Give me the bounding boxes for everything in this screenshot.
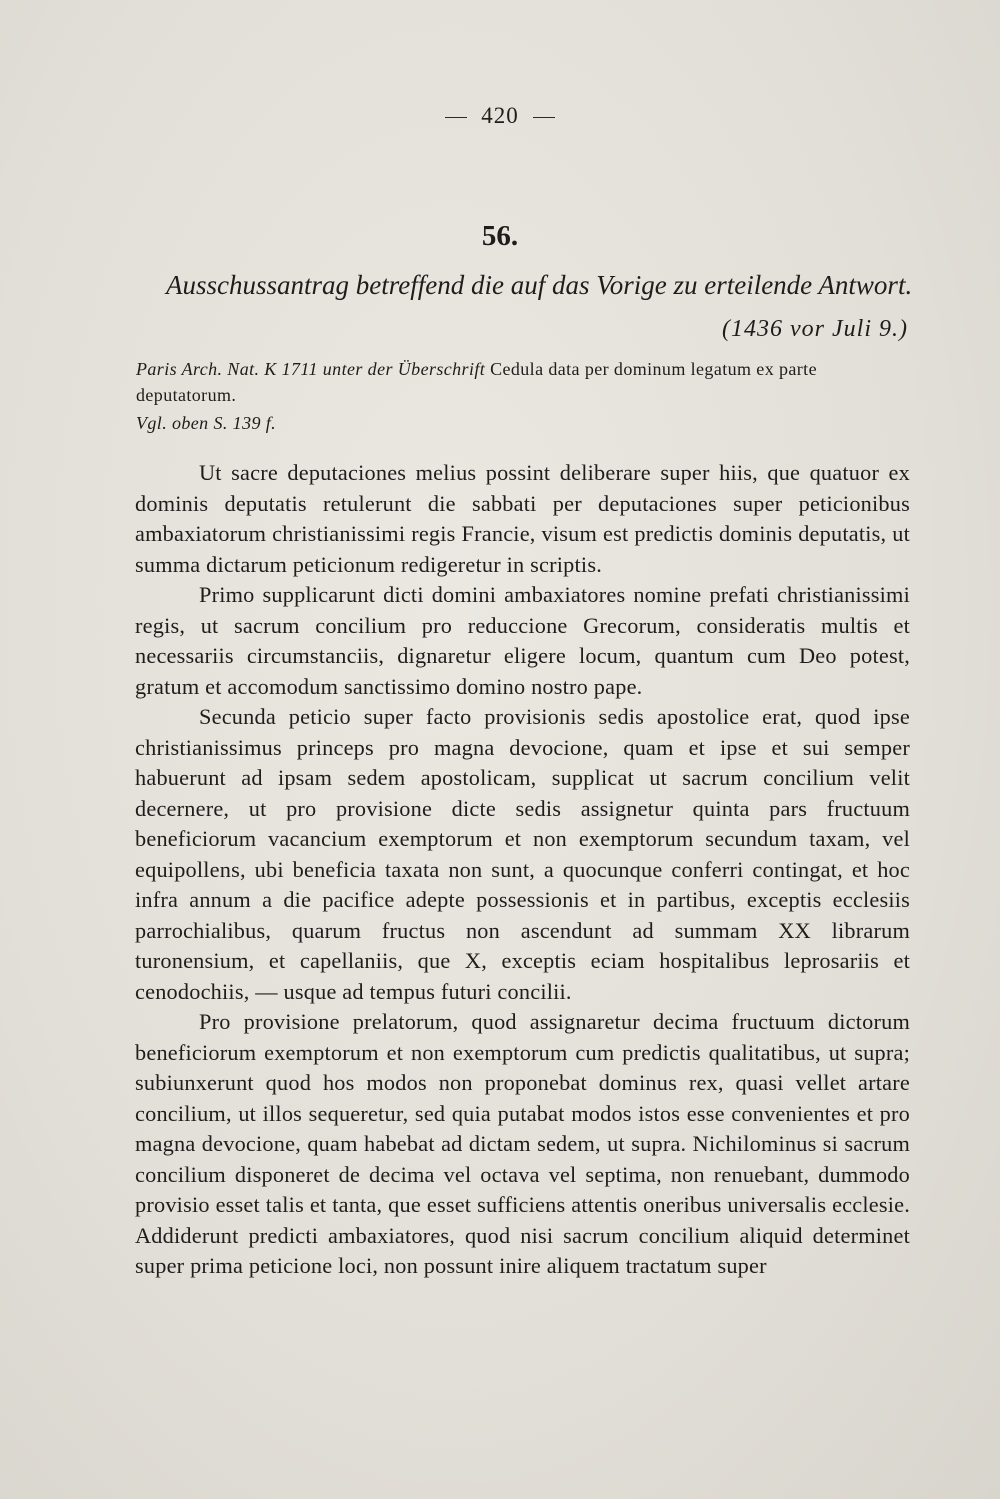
source-note [136,356,911,408]
document-date: (1436 vor Juli 9.) [722,316,908,342]
dash-left [445,117,467,118]
page-number-text: 420 [481,103,519,128]
reference-text: Vgl. oben S. 139 f. [136,413,277,433]
document-number: 56. [481,220,519,252]
paragraph-2: Primo supplicarunt dicti domini ambaxiatores nomine prefati christianissimi regis, ut sacrum concilium pro reduccione Grecorum, consideratis multis et necessariis circumstanciis, dignaretur eligere locum, quantum cum Deo potest, gratum et accomodum sanctissimo domino nostro pape. [135,582,910,699]
document-title: Ausschussantrag betreffend die auf das Vorige zu erteilende Antwort. [166,270,913,300]
page-number [0,103,1000,129]
paragraph-1: Ut sacre deputaciones melius possint deliberare super hiis, que quatuor ex dominis deputatis retulerunt die sabbati per deputaciones super peticionibus ambaxiatorum christianissimi regis Francie, visum est predictis dominis deputatis, ut summa dictarum peticionum redigeretur in scriptis. [135,460,910,577]
source-archive: Paris Arch. Nat. K 1711 unter der Überschrift [136,359,486,379]
body-text [135,458,910,1282]
reference-note [136,410,911,436]
paragraph-4: Pro provisione prelatorum, quod assignaretur decima fructuum dictorum beneficiorum exemptorum et non exemptorum cum predictis qualitatibus, ut supra; subiunxerunt quod hos modos non proponebat dominus rex, quasi vellet artare concilium, ut illos sequeretur, sed quia putabat modos istos esse convenientes et pro magna devocione, quam habebat ad dictam sedem, ut supra. Nichilominus si sacrum concilium disponeret de decima vel octava vel septima, non renuebant, dummodo provisio esset talis et tanta, que esset sufficiens attentis oneribus universalis ecclesie. Addiderunt predicti ambaxiatores, quod nisi sacrum concilium aliquid determinet super prima peticione loci, non possunt inire aliquem tractatum super [135,1009,910,1278]
dash-right [533,117,555,118]
source-heading: Cedula data per dominum legatum ex parte deputatorum. [136,359,817,405]
paragraph-3: Secunda peticio super facto provisionis sedis apostolice erat, quod ipse christianissimus princeps pro magna devocione, quam et ipse et sui semper habuerunt ad ipsam sedem apostolicam, supplicat ut sacrum concilium velit decernere, ut pro provisione dicte sedis assignetur quinta pars fructuum beneficiorum vacancium exemptorum et non exemptorum secundum taxam, vel equipollens, ubi beneficia taxata non sunt, a quocunque conferri contingat, et hoc infra annum a die pacifice adepte possessionis et in partibus, exceptis ecclesiis parrochialibus, quarum fructus non ascendunt ad summam XX librarum turonensium, et capellaniis, que X, exceptis eciam hospitalibus leprosariis et cenodochiis, — usque ad tempus futuri concilii. [135,704,910,1004]
